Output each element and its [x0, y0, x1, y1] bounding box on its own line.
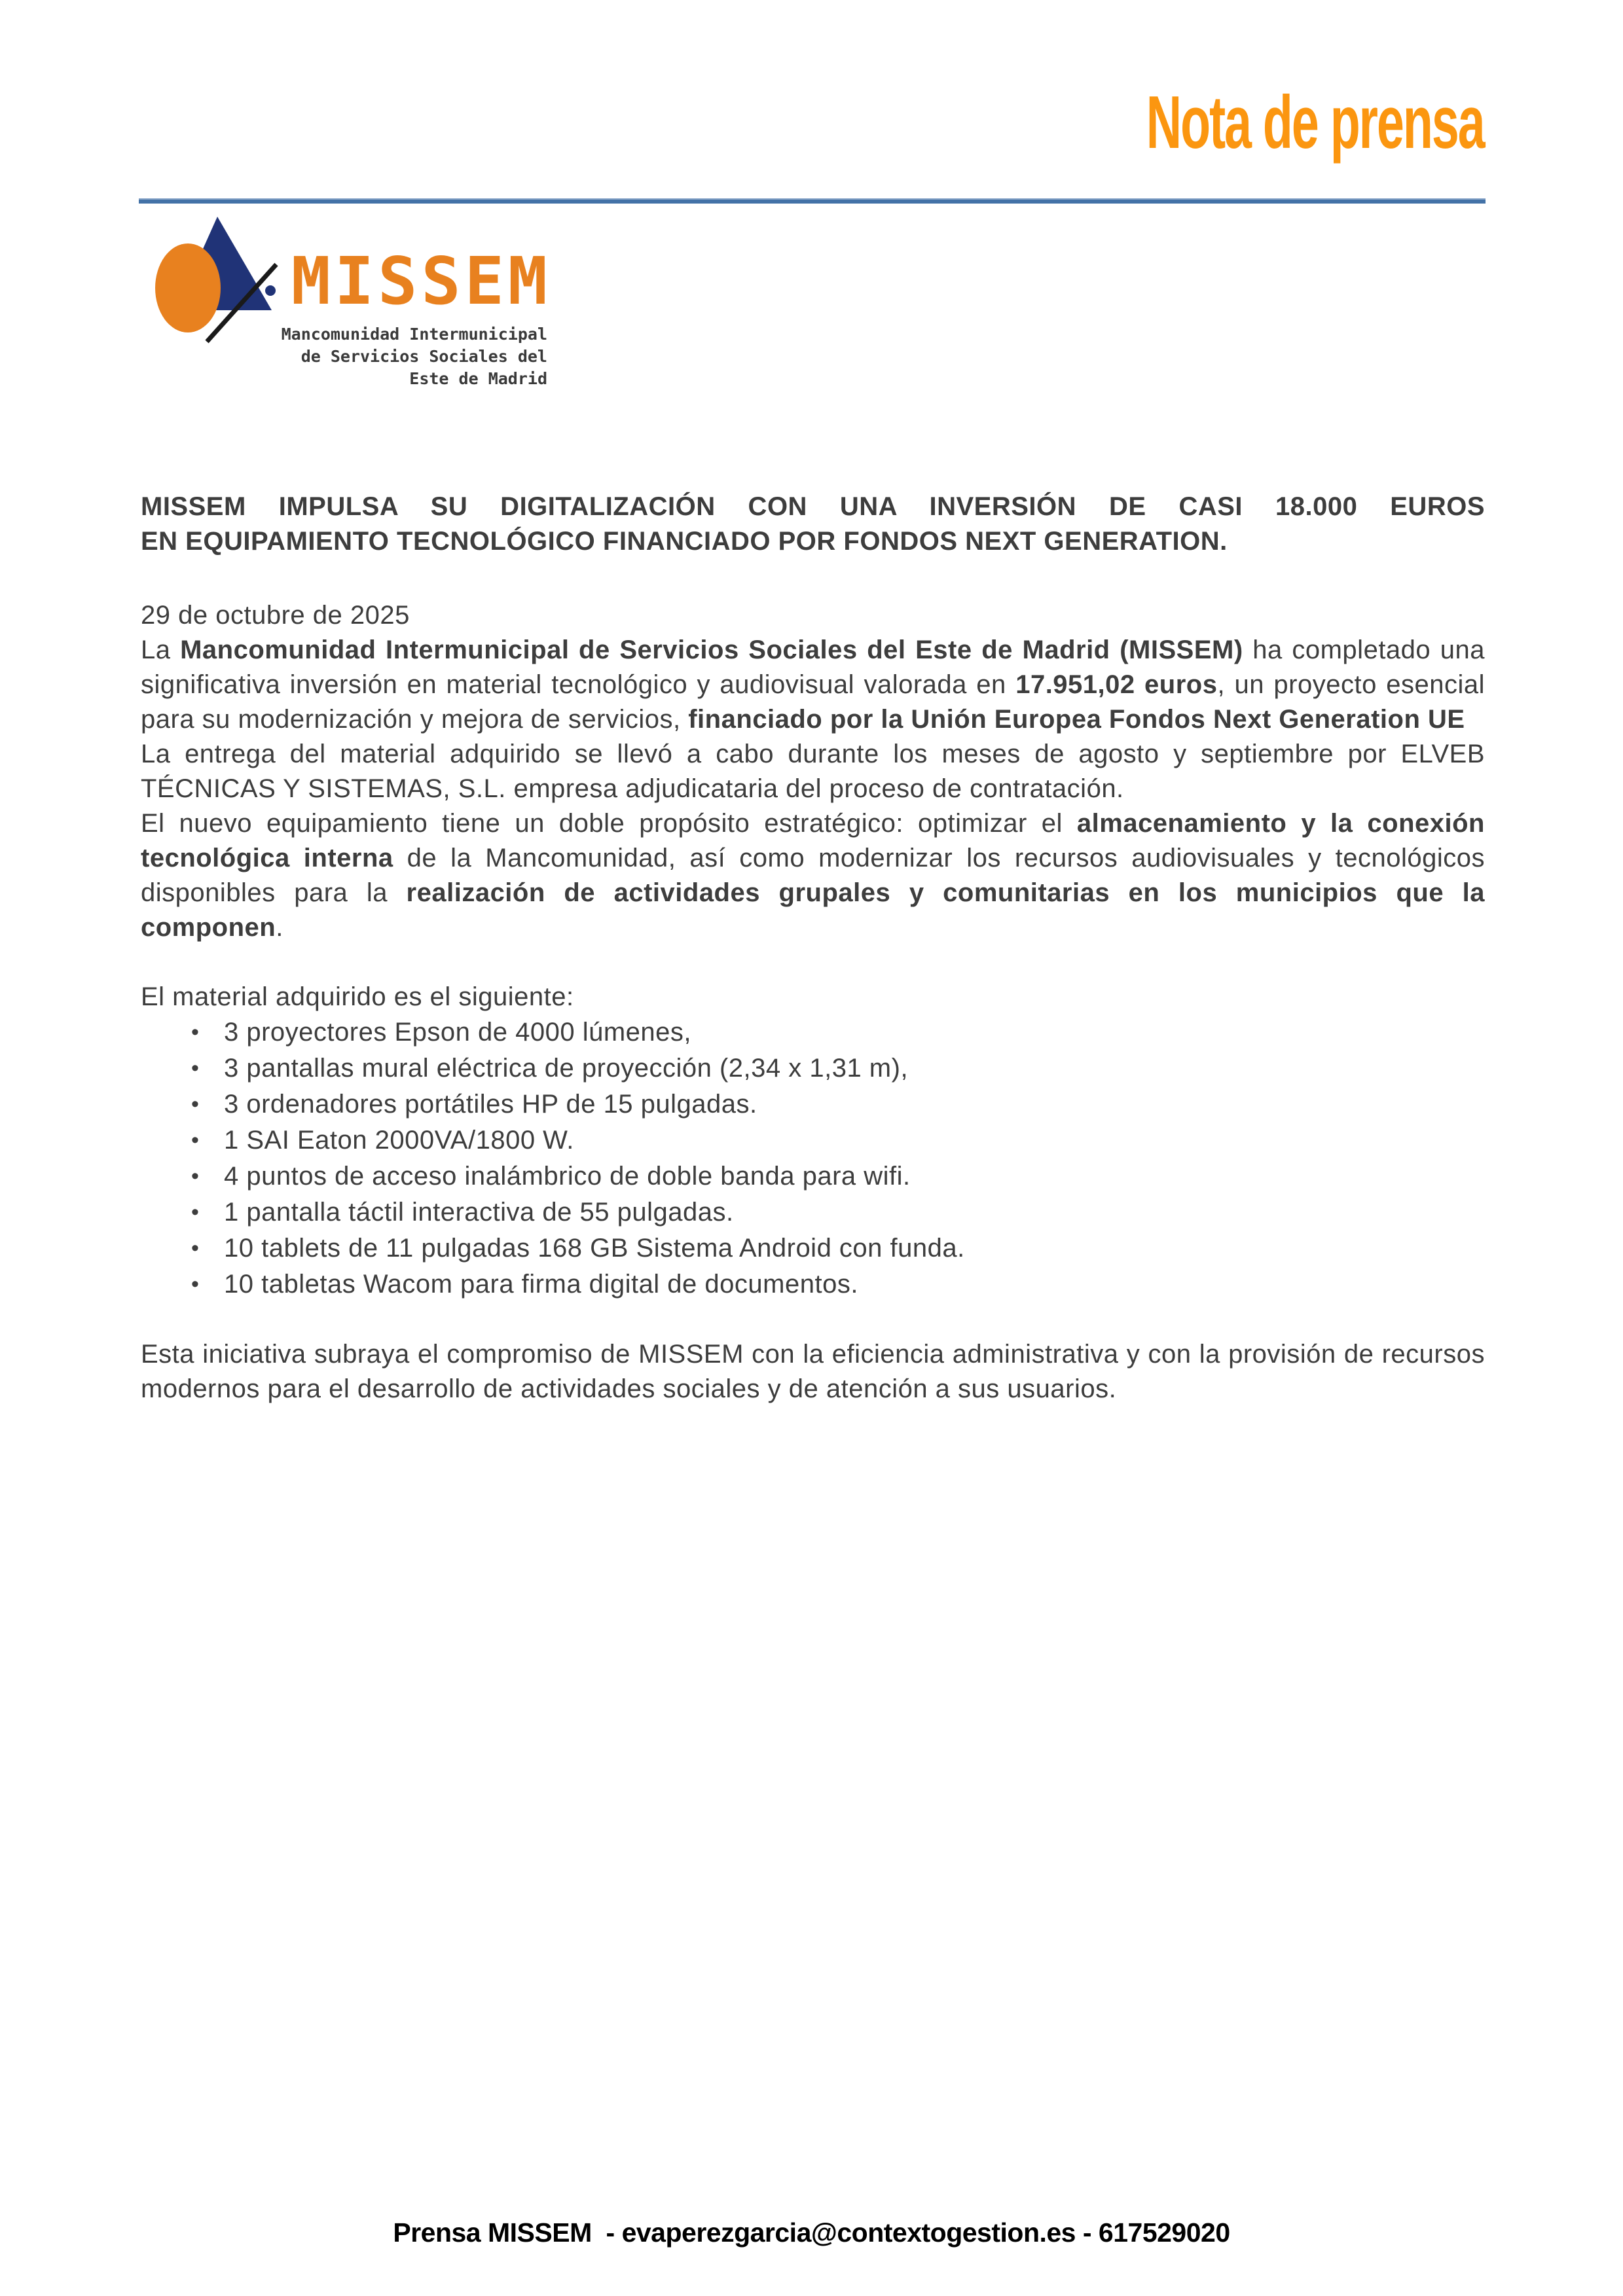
- paragraph: [141, 806, 1485, 945]
- logo-circle-shape: [155, 243, 221, 332]
- logo-tagline: [261, 323, 547, 390]
- list-item: [141, 1086, 1485, 1122]
- paragraph-text-run: La entrega del material adquirido se llevó a cabo durante los meses de agosto y septiembre por ELVEB TÉCNICAS Y SISTEMAS, S.L. empresa adjudicataria del proceso de contratación.: [141, 740, 1485, 803]
- list-item: [141, 1014, 1485, 1050]
- bullet-icon: •: [191, 1236, 200, 1261]
- list-item: [141, 1194, 1485, 1230]
- paragraph: [141, 633, 1485, 737]
- list-item: [141, 1230, 1485, 1266]
- list-item: [141, 1122, 1485, 1158]
- paragraph-bold-run: almacenamiento y la conexión tecnológica interna: [141, 809, 1485, 872]
- paragraph-text-run: La: [141, 636, 181, 664]
- list-item: [141, 1158, 1485, 1194]
- bullet-icon: •: [191, 1272, 200, 1297]
- list-item-text: 3 pantallas mural eléctrica de proyección (2,34 x 1,31 m),: [224, 1054, 909, 1083]
- paragraph-bold-run: financiado por la Unión Europea Fondos Next Generation UE: [688, 705, 1465, 734]
- list-intro: El material adquirido es el siguiente:: [141, 982, 574, 1011]
- bullet-icon: •: [191, 1020, 200, 1045]
- list-item: [141, 1266, 1485, 1302]
- paragraph-text-run: , un proyecto esencial para su modernización y mejora de servicios,: [141, 670, 1486, 734]
- list-item-text: 3 ordenadores portátiles HP de 15 pulgadas.: [224, 1090, 757, 1119]
- list-item-text: 10 tablets de 11 pulgadas 168 GB Sistema Android con funda.: [224, 1234, 965, 1263]
- logo-wordmark: MISSEM: [291, 243, 551, 319]
- bullet-icon: •: [191, 1200, 200, 1225]
- list-item: [141, 1050, 1485, 1086]
- list-item-text: 1 SAI Eaton 2000VA/1800 W.: [224, 1126, 574, 1155]
- footer-contact-line: Prensa MISSEM - evaperezgarcia@contextogestion.es - 617529020: [393, 2217, 1230, 2248]
- paragraph-text-run: El nuevo equipamiento tiene un doble propósito estratégico: optimizar el: [141, 809, 1077, 838]
- paragraph-bold-run: Mancomunidad Intermunicipal de Servicios Sociales del Este de Madrid (MISSEM): [180, 636, 1243, 664]
- paragraph-text-run: .: [276, 913, 283, 942]
- bullet-icon: •: [191, 1164, 200, 1189]
- bullet-list: [141, 1014, 1485, 1302]
- article-title: [141, 490, 1485, 559]
- logo-text-block: [261, 243, 551, 390]
- bullet-icon: •: [191, 1056, 200, 1081]
- paragraphs: [141, 633, 1485, 945]
- bullet-icon: •: [191, 1128, 200, 1153]
- paragraph-bold-run: realización de actividades grupales y comunitarias en los municipios que la componen: [141, 878, 1486, 942]
- equipment-list-block: [141, 980, 1485, 1302]
- logo-tagline-line: Mancomunidad Intermunicipal: [281, 325, 547, 344]
- article-date: 29 de octubre de 2025: [141, 601, 410, 630]
- article-body: [141, 490, 1485, 1407]
- logo-tagline-line: de Servicios Sociales del: [301, 347, 547, 366]
- list-item-text: 10 tabletas Wacom para firma digital de documentos.: [224, 1270, 858, 1299]
- paragraph-bold-run: 17.951,02 euros: [1015, 670, 1218, 699]
- list-item-text: 4 puntos de acceso inalámbrico de doble banda para wifi.: [224, 1162, 911, 1191]
- paragraph-text-run: de la Mancomunidad, así como modernizar los recursos audiovisuales y tecnológicos disponibles para la: [141, 844, 1485, 907]
- header-divider: [139, 198, 1486, 204]
- closing-paragraph: Esta iniciativa subraya el compromiso de MISSEM con la eficiencia administrativa y con la provisión de recursos modernos para el desarrollo de actividades sociales y de atención a sus usuarios.: [141, 1340, 1485, 1403]
- press-release-label: Nota de prensa: [1146, 81, 1484, 164]
- bullet-icon: •: [191, 1092, 200, 1117]
- list-item-text: 1 pantalla táctil interactiva de 55 pulgadas.: [224, 1198, 734, 1227]
- paragraph: [141, 737, 1485, 806]
- list-item-text: 3 proyectores Epson de 4000 lúmenes,: [224, 1018, 691, 1047]
- article-title-line: MISSEM IMPULSA SU DIGITALIZACIÓN CON UNA INVERSIÓN DE CASI 18.000 EUROS: [141, 492, 1485, 521]
- article-title-line: EN EQUIPAMIENTO TECNOLÓGICO FINANCIADO POR FONDOS NEXT GENERATION.: [141, 527, 1228, 556]
- paragraph-text-run: ha completado una significativa inversión en material tecnológico y audiovisual valorada en: [141, 636, 1486, 699]
- logo-tagline-line: Este de Madrid: [409, 369, 547, 388]
